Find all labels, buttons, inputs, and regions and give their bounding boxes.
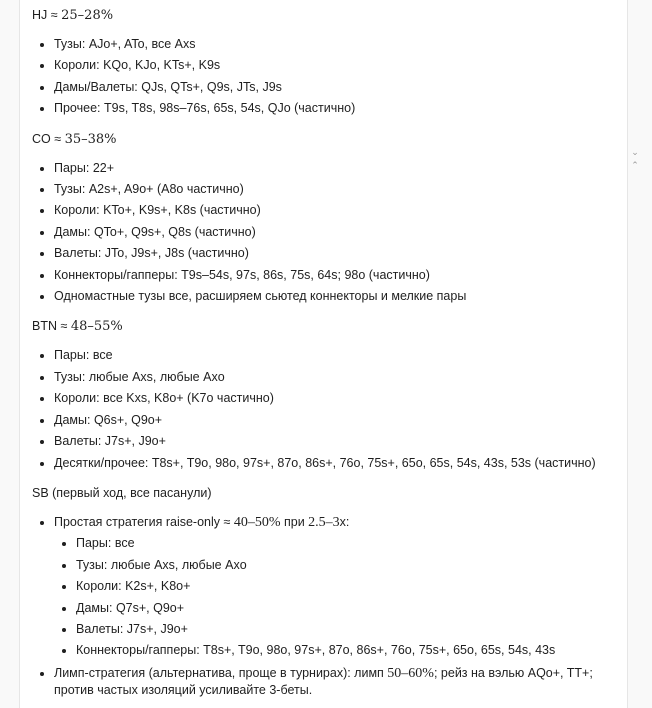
range-value: 48–55% [70,319,123,335]
list-item: • Короли: K2s+, K8o+ [76,576,622,597]
list-item: • Прочее: T9s, T8s, 98s–76s, 65s, 54s, QJo (частично) [54,98,622,119]
list-item: • Тузы: AJo+, ATo, все Axs [54,34,622,55]
list-item: • Пары: все [54,345,622,366]
list-item: • Короли: KTo+, K9s+, K8s (частично) [54,200,622,221]
list-item: • Короли: KQo, KJo, KTs+, K9s [54,55,622,76]
approx-sign: ≈ [50,8,58,22]
chevron-up-icon[interactable]: ⌃ [631,160,639,170]
approx-sign: ≈ [60,319,68,334]
list-item: • Пары: все [76,533,622,554]
section-heading-hj [32,5,622,25]
section-heading-co [32,129,622,149]
size-value: 2.5–3 [308,514,340,530]
range-value: 40–50% [233,514,281,530]
section-heading-sb: SB (первый ход, все пасанули) [32,485,212,500]
list-item: • Коннекторы/гапперы: T9s–54s, 97s, 86s, 75s, 64s; 98o (частично) [54,265,622,286]
range-value: 35–38% [64,131,117,147]
position-label: CO [32,131,51,146]
section-heading-btn [32,316,622,336]
list-item: • Дамы: QTo+, Q9s+, Q8s (частично) [54,222,622,243]
list-item: • Дамы/Валеты: QJs, QTs+, Q9s, JTs, J9s [54,77,622,98]
list-item: • Коннекторы/гапперы: T8s+, T9o, 98o, 97s+, 87o, 86s+, 76o, 75s+, 65o, 65s, 54s, 43s [76,640,622,661]
sb-list [32,512,622,699]
raise-text: x: [339,514,350,529]
approx-sign: ≈ [54,131,62,146]
range-value: 50–60% [387,665,434,681]
list-item-raise-only [54,512,622,662]
chevron-down-icon[interactable]: ⌄ [631,147,639,157]
list-item: • Тузы: любые Axs, любые Axo [76,555,622,576]
list-item: • Валеты: J7s+, J9o+ [76,619,622,640]
list-item: • Короли: все Kxs, K8o+ (K7o частично) [54,388,622,409]
list-item-limp [54,662,622,699]
position-label: BTN [32,319,57,334]
co-list [32,158,622,308]
limp-text: ; рейз на вэлью AQo+, TT+; против частых изоляций усиливайте 3‑беты. [54,665,593,697]
btn-list [32,345,622,473]
limp-text: Лимп‑стратегия (альтернатива, проще в турнирах): лимп [54,665,388,680]
list-item: • Валеты: J7s+, J9o+ [54,431,622,452]
list-item: • Дамы: Q7s+, Q9o+ [76,598,622,619]
list-item: • Одномастные тузы все, расширяем сьютед коннекторы и мелкие пары [54,286,622,307]
scroll-controls [629,146,641,172]
list-item: • Пары: 22+ [54,158,622,179]
raise-text: при [280,514,309,529]
list-item: • Тузы: любые Axs, любые Axo [54,367,622,388]
list-item: • Дамы: Q6s+, Q9o+ [54,410,622,431]
list-item: • Валеты: JTo, J9s+, J8s (частично) [54,243,622,264]
position-label: HJ [32,8,48,22]
hj-list [32,34,622,120]
raise-text: Простая стратегия raise‑only ≈ [54,514,234,529]
range-value: 25–28% [61,8,114,23]
raise-sublist [54,533,622,661]
list-item: • Десятки/прочее: T8s+, T9o, 98o, 97s+, 87o, 86s+, 76o, 75s+, 65o, 65s, 54s, 43s, 53s (частично) [54,453,622,474]
message-content [32,5,622,708]
list-item: • Тузы: A2s+, A9o+ (A8o частично) [54,179,622,200]
